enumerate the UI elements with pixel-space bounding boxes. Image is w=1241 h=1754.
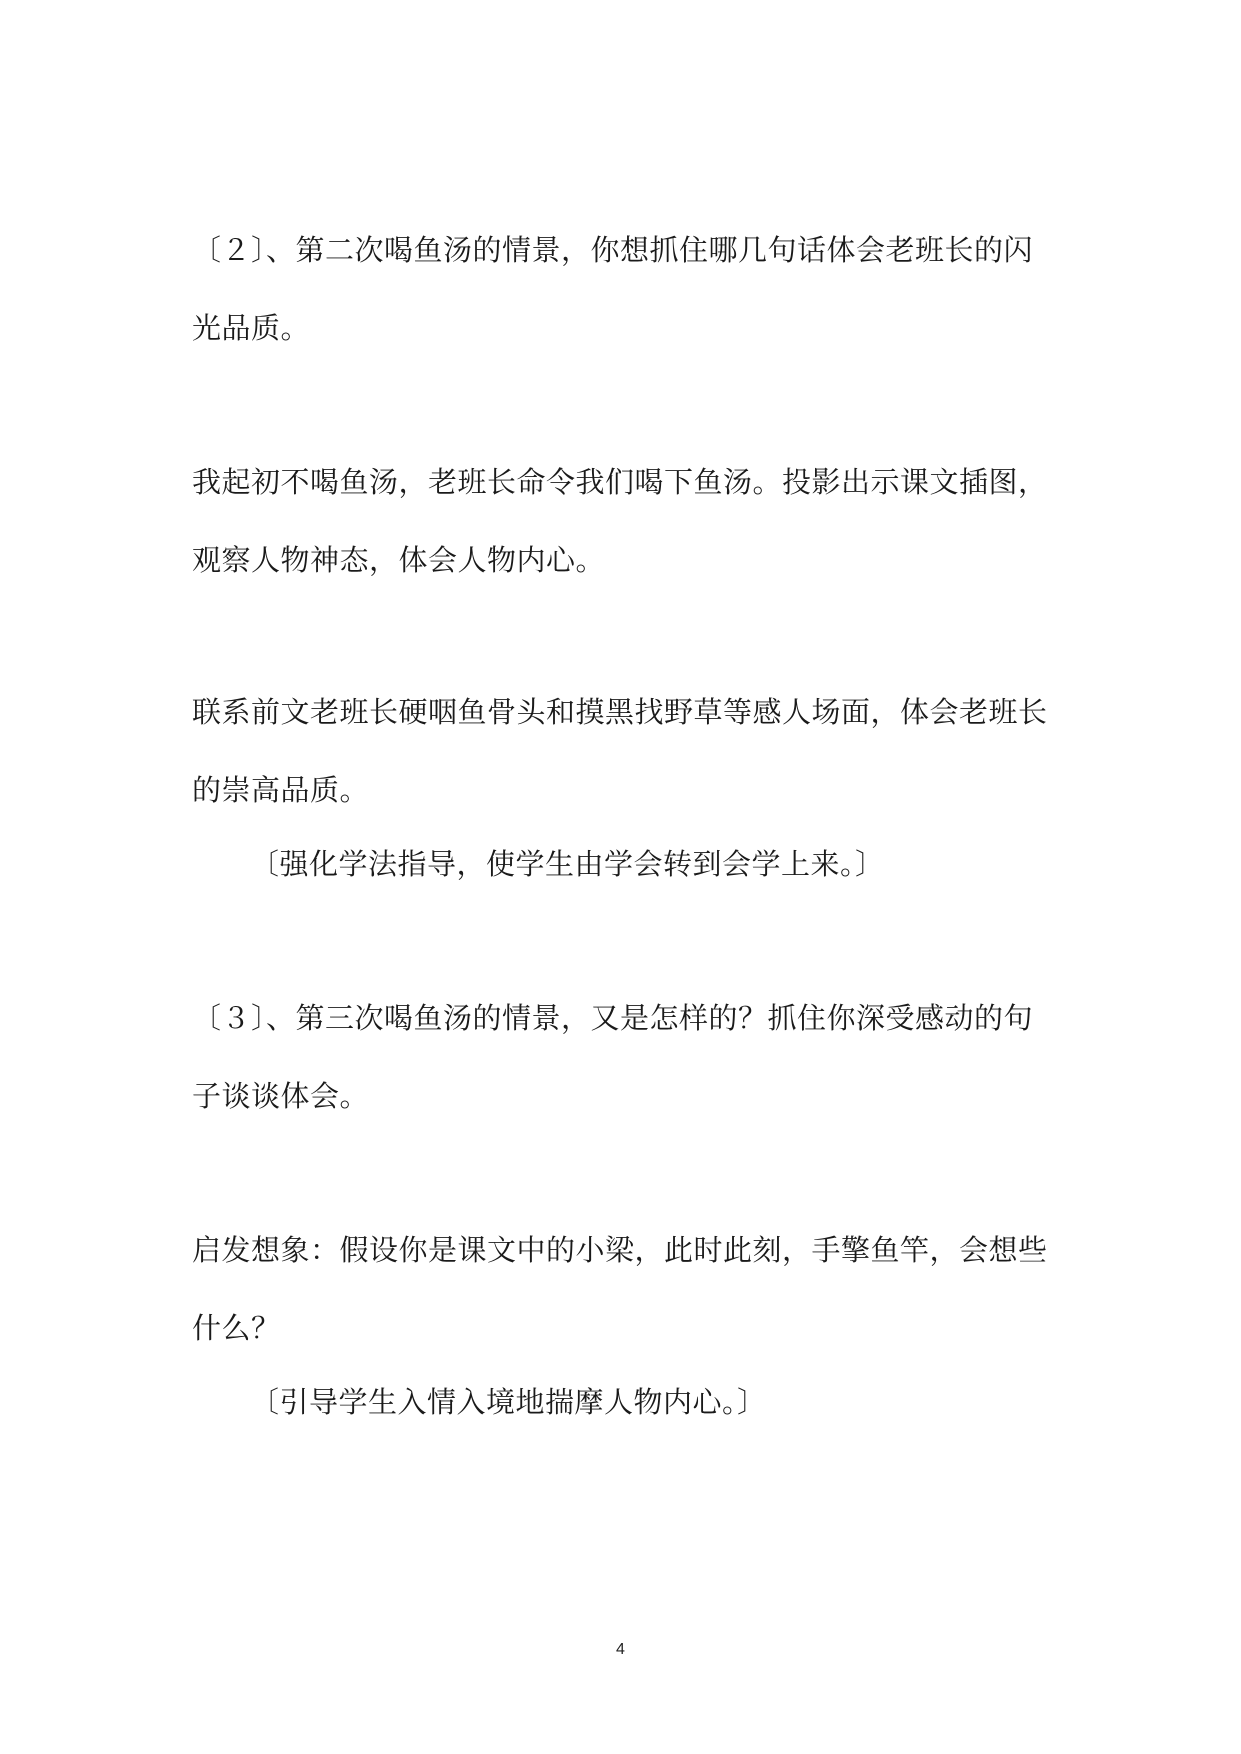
paragraph-line: 子谈谈体会。 xyxy=(192,1079,370,1113)
paragraph-line: 的崇高品质。 xyxy=(192,773,370,807)
paragraph-line: 我起初不喝鱼汤，老班长命令我们喝下鱼汤。投影出示课文插图， xyxy=(192,465,1048,499)
paragraph-line: 启发想象：假设你是课文中的小梁，此时此刻，手擎鱼竿，会想些 xyxy=(192,1233,1048,1267)
paragraph-line: 〔３〕、第三次喝鱼汤的情景，又是怎样的？抓住你深受感动的句 xyxy=(192,1001,1034,1035)
paragraph-line: 〔２〕、第二次喝鱼汤的情景，你想抓住哪几句话体会老班长的闪 xyxy=(192,233,1034,267)
paragraph-line: 什么？ xyxy=(192,1311,281,1345)
paragraph-line: 联系前文老班长硬咽鱼骨头和摸黑找野草等感人场面，体会老班长 xyxy=(192,695,1048,729)
paragraph-line: 光品质。 xyxy=(192,311,311,345)
note-line: 〔强化学法指导，使学生由学会转到会学上来。〕 xyxy=(250,847,885,881)
paragraph-line: 观察人物神态，体会人物内心。 xyxy=(192,543,606,577)
note-line: 〔引导学生入情入境地揣摩人物内心。〕 xyxy=(250,1385,767,1419)
page-number: 4 xyxy=(616,1641,625,1658)
